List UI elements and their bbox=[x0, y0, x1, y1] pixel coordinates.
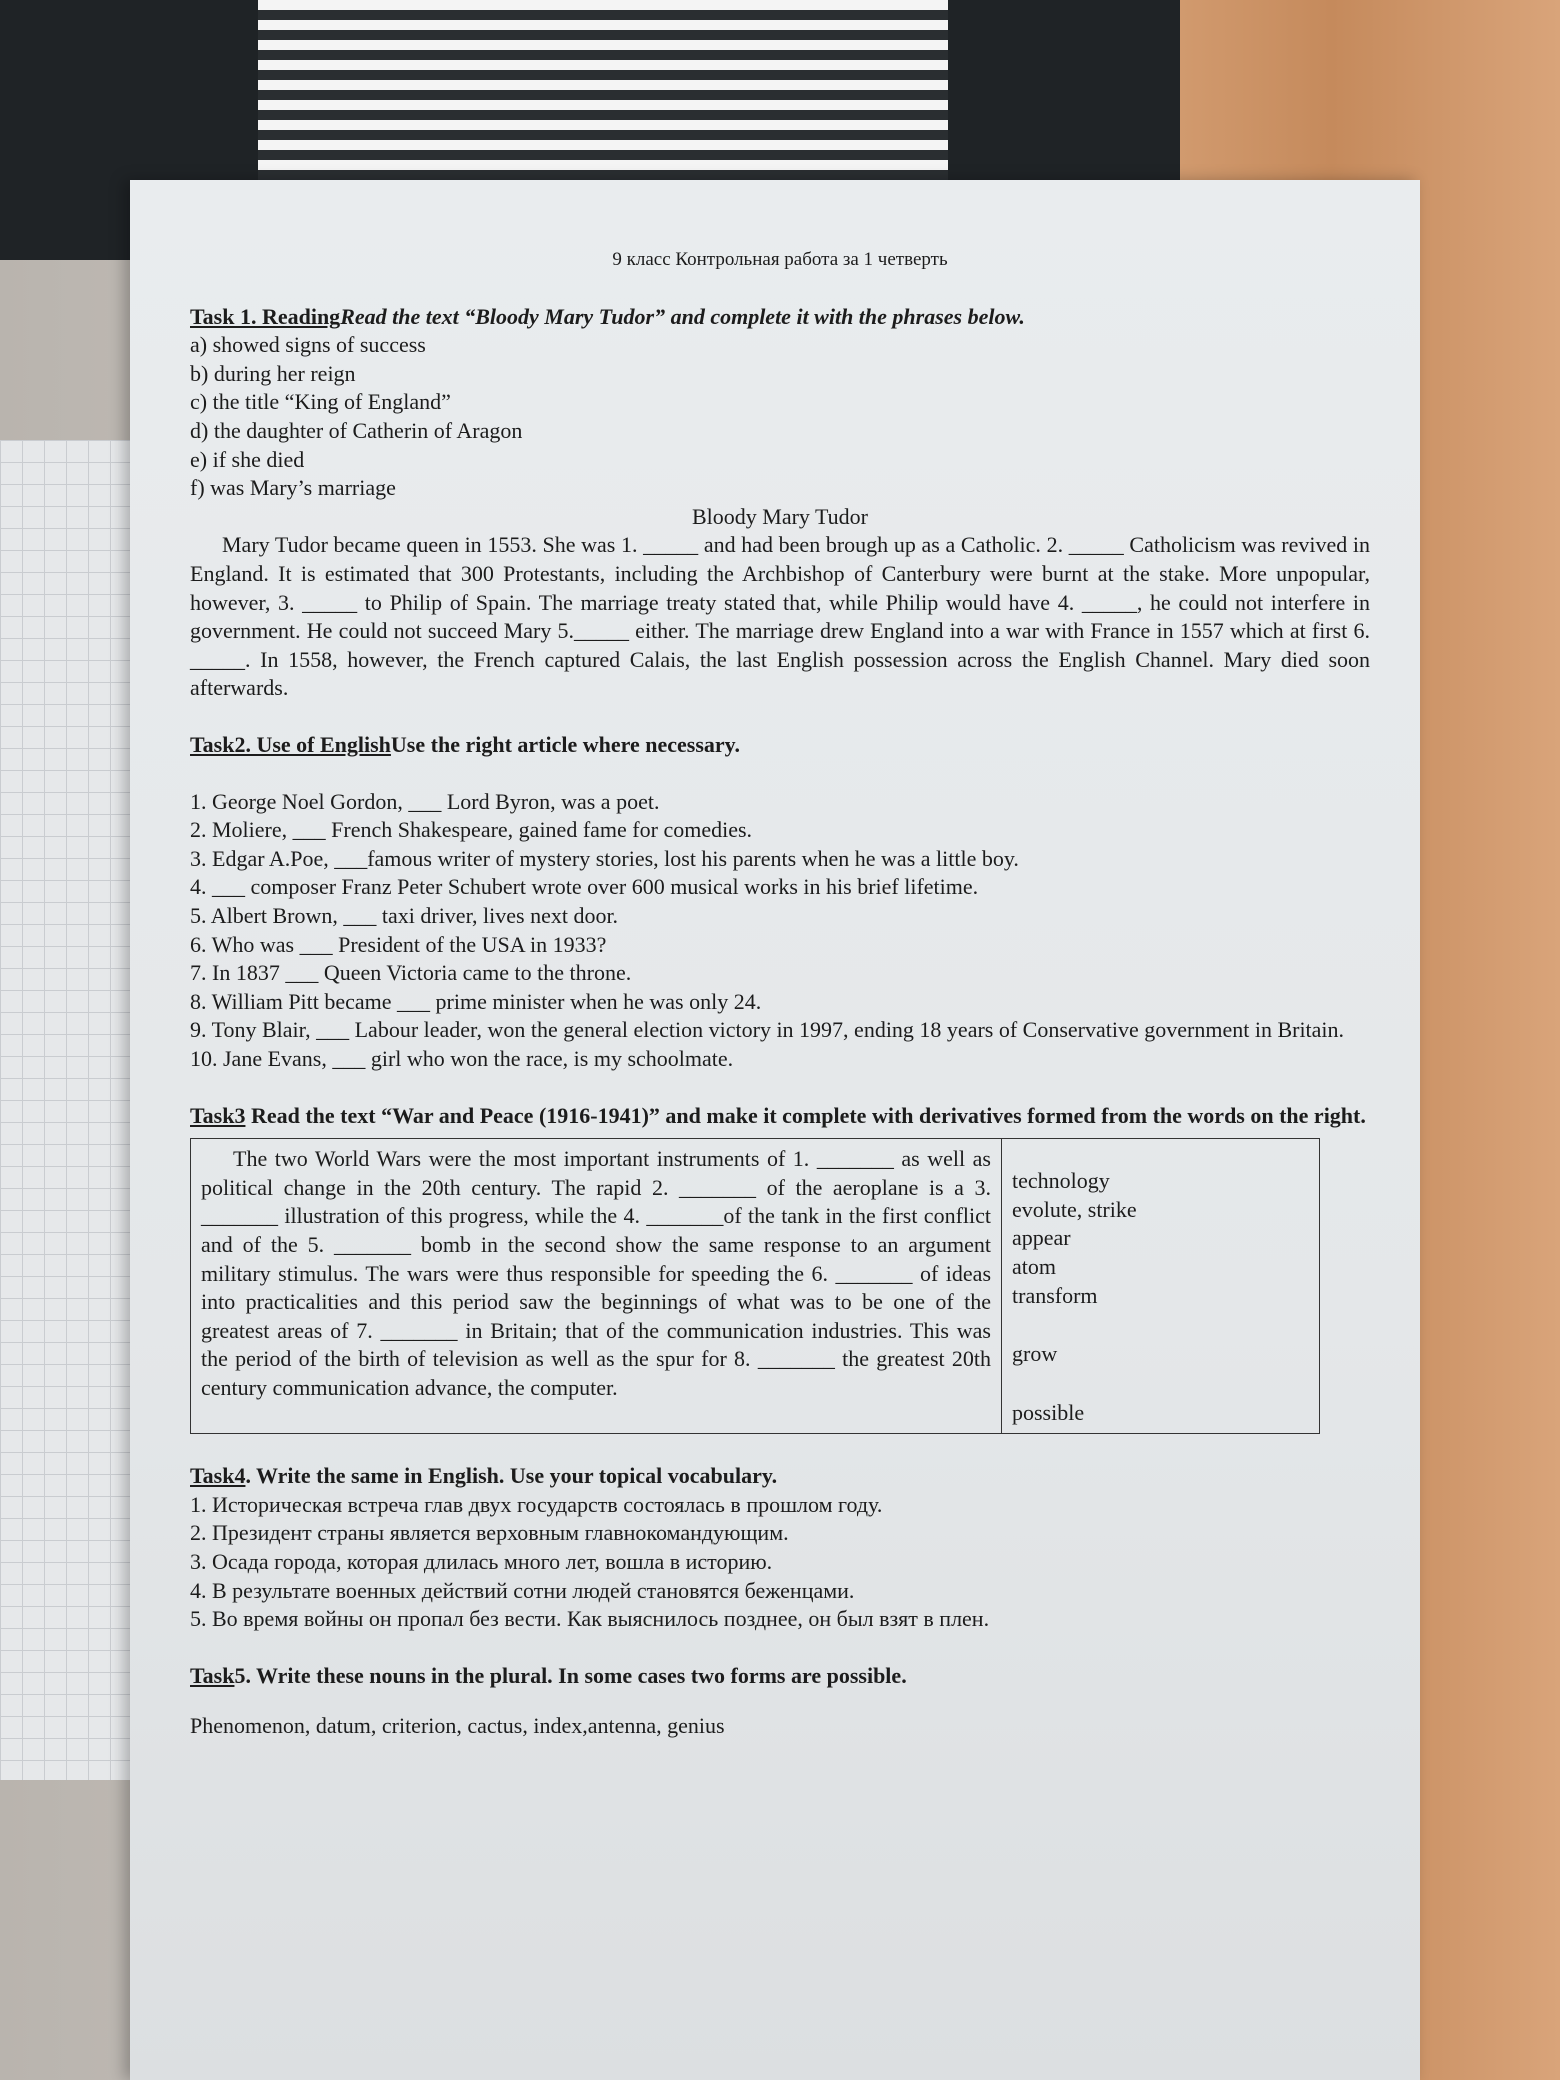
task1-option: e) if she died bbox=[190, 446, 305, 472]
worksheet-content bbox=[190, 248, 1370, 1741]
task1-text-title: Bloody Mary Tudor bbox=[691, 503, 869, 529]
task2-item: 4. ___ composer Franz Peter Schubert wrote over 600 musical works in his brief lifetime. bbox=[190, 874, 979, 900]
task1-option: d) the daughter of Catherin of Aragon bbox=[190, 418, 523, 444]
task1-options bbox=[190, 331, 1370, 503]
task4-list bbox=[190, 1491, 1370, 1634]
task2-item: 7. In 1837 ___ Queen Victoria came to the throne. bbox=[190, 960, 632, 986]
task3-word: appear bbox=[1012, 1225, 1071, 1251]
notebook-spiral bbox=[258, 0, 948, 190]
task2-instruction: Use the right article where necessary. bbox=[390, 732, 740, 757]
task3-word: technology bbox=[1012, 1168, 1110, 1194]
task3-words-cell bbox=[1002, 1139, 1320, 1434]
task3-heading bbox=[190, 1102, 1370, 1131]
task4-item: 2. Президент страны является верховным главнокомандующим. bbox=[190, 1520, 789, 1546]
task4-label: Task4 bbox=[190, 1463, 246, 1489]
task2-item: 9. Tony Blair, ___ Labour leader, won the general election victory in 1997, ending 18 years of Conservative government in Britain. bbox=[190, 1017, 1345, 1043]
task2-item: 1. George Noel Gordon, ___ Lord Byron, was a poet. bbox=[190, 788, 660, 814]
task2-item: 6. Who was ___ President of the USA in 1933? bbox=[190, 931, 607, 957]
task5-heading bbox=[190, 1662, 1370, 1691]
task2-item: 3. Edgar A.Poe, ___famous writer of mystery stories, lost his parents when he was a little boy. bbox=[190, 845, 1019, 871]
task3-word: atom bbox=[1012, 1253, 1056, 1279]
task1-option: c) the title “King of England” bbox=[190, 389, 451, 415]
task2-list bbox=[190, 788, 1370, 1074]
task5-nouns: Phenomenon, datum, criterion, cactus, index,antenna, genius bbox=[190, 1713, 725, 1739]
worksheet-page bbox=[130, 180, 1420, 2080]
task4-heading bbox=[190, 1462, 1370, 1491]
task2-item: 5. Albert Brown, ___ taxi driver, lives next door. bbox=[190, 902, 619, 928]
task3-word: evolute, strike bbox=[1012, 1196, 1137, 1222]
task3-text: The two World Wars were the most important instruments of 1. _______ as well as political change in the 20th century. The rapid 2. _______ of the aeroplane is a 3. _______ illustration of this progress, while the 4. _______of the tank in the first conflict and of the 5. _______ bomb in the second show the same response to an argument military stimulus. The wars were thus responsible for speeding the 6. _______ of ideas into practicalities and this period saw the beginnings of what was to be one of the greatest areas of 7. _______ in Britain; that of the communication industries. This was the period of the birth of television as well as the spur for 8. _______ the greatest 20th century communication advance, the computer. bbox=[201, 1146, 991, 1400]
task1-option: f) was Mary’s marriage bbox=[190, 475, 396, 501]
task1-label: Task 1. Reading bbox=[190, 303, 341, 329]
task3-word: grow bbox=[1012, 1341, 1058, 1367]
task2-item: 2. Moliere, ___ French Shakespeare, gained fame for comedies. bbox=[190, 817, 753, 843]
task3-label: Task3 bbox=[190, 1102, 246, 1128]
task1-heading bbox=[190, 303, 1370, 332]
task4-item: 5. Во время войны он пропал без вести. Как выяснилось позднее, он был взят в плен. bbox=[190, 1606, 990, 1632]
task3-word: possible bbox=[1012, 1399, 1085, 1425]
task4-item: 3. Осада города, которая длилась много лет, вошла в историю. bbox=[190, 1549, 773, 1575]
task3-instruction: Read the text “War and Peace (1916-1941)” and make it complete with derivatives formed from the words on the right. bbox=[250, 1102, 1366, 1128]
task2-item: 8. William Pitt became ___ prime minister when he was only 24. bbox=[190, 988, 762, 1014]
task5-label: Task bbox=[190, 1662, 235, 1688]
task4-item: 1. Историческая встреча глав двух государств состоялась в прошлом году. bbox=[190, 1491, 883, 1517]
task3-text-cell bbox=[191, 1139, 1002, 1434]
task1-instruction: Read the text “Bloody Mary Tudor” and complete it with the phrases below. bbox=[340, 303, 1025, 329]
task3-word: transform bbox=[1012, 1282, 1098, 1308]
task1-text: Mary Tudor became queen in 1553. She was 1. _____ and had been brough up as a Catholic. 2. _____ Catholicism was revived in England. It is estimated that 300 Protestants, including the Archbishop of Canterbury were burnt at the stake. More unpopular, however, 3. _____ to Philip of Spain. The marriage treaty stated that, while Philip would have 4. _____, he could not interfere in government. He could not succeed Mary 5._____ either. The marriage drew England into a war with France in 1557 which at first 6. _____. In 1558, however, the French captured Calais, the last English possession across the English Channel. Mary died soon afterwards. bbox=[190, 532, 1370, 701]
task4-item: 4. В результате военных действий сотни людей становятся беженцами. bbox=[190, 1577, 855, 1603]
task4-instruction: . Write the same in English. Use your topical vocabulary. bbox=[245, 1463, 778, 1489]
page-header: 9 класс Контрольная работа за 1 четверть bbox=[612, 249, 948, 270]
task2-label: Task2. Use of English bbox=[190, 732, 391, 757]
task1-option: a) showed signs of success bbox=[190, 332, 426, 358]
task2-heading bbox=[190, 731, 1370, 760]
task1-option: b) during her reign bbox=[190, 360, 356, 386]
task3-table bbox=[190, 1138, 1320, 1434]
task5-instruction: 5. Write these nouns in the plural. In some cases two forms are possible. bbox=[234, 1662, 907, 1688]
task2-item: 10. Jane Evans, ___ girl who won the race, is my schoolmate. bbox=[190, 1045, 734, 1071]
